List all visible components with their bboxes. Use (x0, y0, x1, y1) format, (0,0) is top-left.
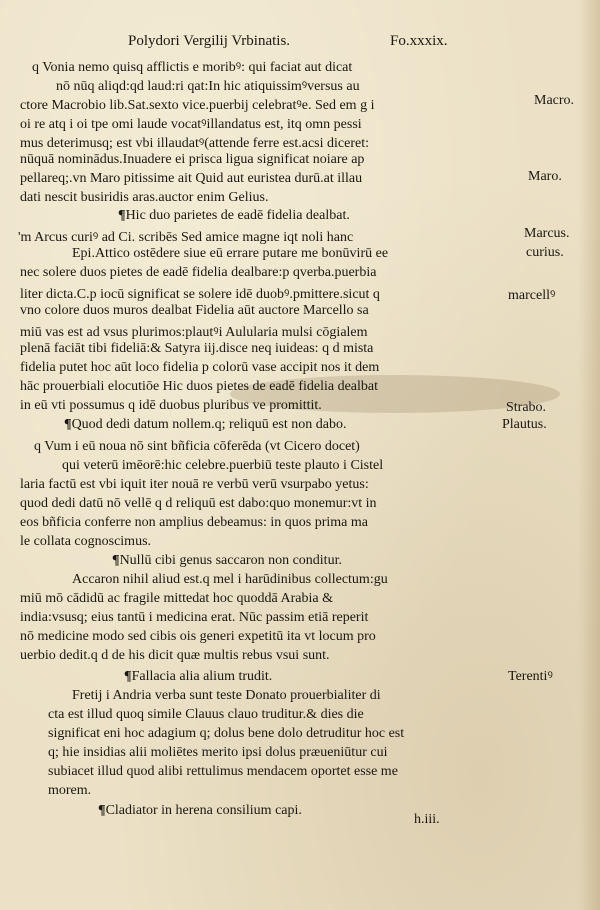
text-line: cta est illud quoq simile Clauus clauo truditur.& dies die (48, 707, 364, 722)
pilcrow-icon: ¶ (118, 208, 126, 223)
text-line: subiacet illud quod alibi rettulimus mendacem oportet esse me (48, 764, 398, 779)
text-line: eos bñficia conferre non amplius debeamus: in quos prima ma (20, 515, 368, 530)
text-line: pellareq;.vn Maro pitissime ait Quid aut euristea durū.at illau (20, 171, 363, 186)
margin-note-plautus: Plautus. (502, 417, 547, 432)
proverb-heading: ¶Fallacia alia alium trudit. (124, 669, 273, 684)
text-line: fidelia putet hoc aūt loco fidelia p colorū vase accipit nos it dem (20, 360, 380, 375)
text-line: Accaron nihil aliud est.q mel i harūdinibus collectum:gu (72, 572, 388, 587)
text-line: 'm Arcus curiꝰ ad Ci. scribēs Sed amice magne iqt noli hanc (18, 230, 354, 245)
running-head-title: Polydori Vergilij Vrbinatis. (128, 33, 291, 49)
text-line: nō medicine modo sed cibis ois generi expetitū ita vt locum pro (20, 629, 376, 644)
text-line: vno colore duos muros dealbat Fidelia aūt auctore Marcello sa (20, 303, 369, 318)
margin-note-marcellus: marcellꝰ (508, 288, 556, 303)
text-line: miū vas est ad vsus plurimos:plautꝰi Aulularia mulsi cōgialem (20, 325, 368, 340)
text-line: ctore Macrobio lib.Sat.sexto vice.puerbij celebratꝰe. Sed em g i (20, 98, 375, 113)
proverb-heading: ¶Cladiator in herena consilium capi. (98, 803, 302, 818)
text-line: q Vum i eū noua nō sint bñficia cōferēda (vt Cicero docet) (34, 439, 360, 454)
folio-number: Fo.xxxix. (390, 33, 448, 49)
text-line: significat eni hoc adagium q; dolus bene dolo detruditur hoc est (48, 726, 405, 741)
margin-note-marcus: Marcus. (524, 226, 570, 241)
text-line: le collata cognoscimus. (20, 534, 152, 549)
text-line: nō nūq aliqd:qd laud:ri qat:In hic atiquissimꝰversus au (56, 79, 360, 94)
signature-mark: h.iii. (414, 812, 440, 827)
text-line: liter dicta.C.p iocū significat se solere idē duobꝰ.pmittere.sicut q (20, 287, 380, 302)
text-line: miū mō cādidū ac fragile mittedat hoc quoddā Arabia & (20, 591, 333, 606)
margin-note-macro: Macro. (534, 93, 575, 108)
proverb-heading: ¶Hic duo parietes de eadē fidelia dealbat. (118, 208, 350, 223)
text-line: quod dedi datū nō vellē q d reliquū est dabo:quo monemur:vt in (20, 496, 377, 511)
text-line: Fretij i Andria verba sunt teste Donato prouerbialiter di (72, 688, 381, 703)
text-line: plenā faciāt tibi fideliā:& Satyra iij.disce neq iuideas: q d mista (20, 341, 374, 356)
text-line: dati nescit busiridis aras.auctor enim Gelius. (20, 190, 269, 205)
text-line: hāc prouerbiali elocutiōe Hic duos pietes de eadē fidelia dealbat (20, 379, 379, 394)
pilcrow-icon: ¶ (112, 553, 120, 568)
margin-note-curius: curius. (526, 245, 564, 260)
text-line: nec solere duos pietes de eadē fidelia dealbare:p qverba.puerbia (20, 265, 377, 280)
margin-note-maro: Maro. (528, 169, 562, 184)
margin-note-strabo: Strabo. (506, 400, 547, 415)
proverb-heading: ¶Nullū cibi genus saccaron non conditur. (112, 553, 342, 568)
text-line: mus deterimusq; est vbi illaudatꝰ(attende ferre est.acsi diceret: (20, 136, 369, 151)
text-line: Epi.Attico ostēdere siue eū errare putare me bonūvirū ee (72, 246, 389, 261)
text-line: india:vsusq; eius tantū i medicina erat. Nūc passim etiā reperit (20, 610, 369, 625)
text-line: morem. (48, 783, 92, 798)
page-edge-shadow (578, 0, 600, 910)
pilcrow-icon: ¶ (98, 803, 106, 818)
text-line: q; hie insidias alii moliētes merito ipsi dolus præueniūtur cui (48, 745, 388, 760)
text-line: nūquā nominādus.Inuadere ei prisca ligua significat noiare ap (20, 152, 365, 167)
text-line: qui veterū imēorē:hic celebre.puerbiū teste plauto i Cistel (62, 458, 384, 473)
pilcrow-icon: ¶ (124, 669, 132, 684)
text-line: uerbio dedit.q d de his dicit quæ multis rebus vsui sunt. (20, 648, 330, 663)
margin-note-terentius: Terentiꝰ (508, 669, 553, 684)
text-line: laria factū est vbi iquit iter nouā re verbū verū vsurpabo yetus: (20, 477, 369, 492)
text-line: q Vonia nemo quisq afflictis e moribꝰ: qui faciat aut dicat (32, 60, 353, 75)
text-line: oi re atq i oi tpe omi laude vocatꝰillandatus est, itq omn pessi (20, 117, 362, 132)
pilcrow-icon: ¶ (64, 417, 72, 432)
proverb-heading: ¶Quod dedi datum nollem.q; reliquū est non dabo. (64, 417, 347, 432)
text-line: in eū vti possumus q idē duobus pluribus ve promittit. (20, 398, 322, 413)
